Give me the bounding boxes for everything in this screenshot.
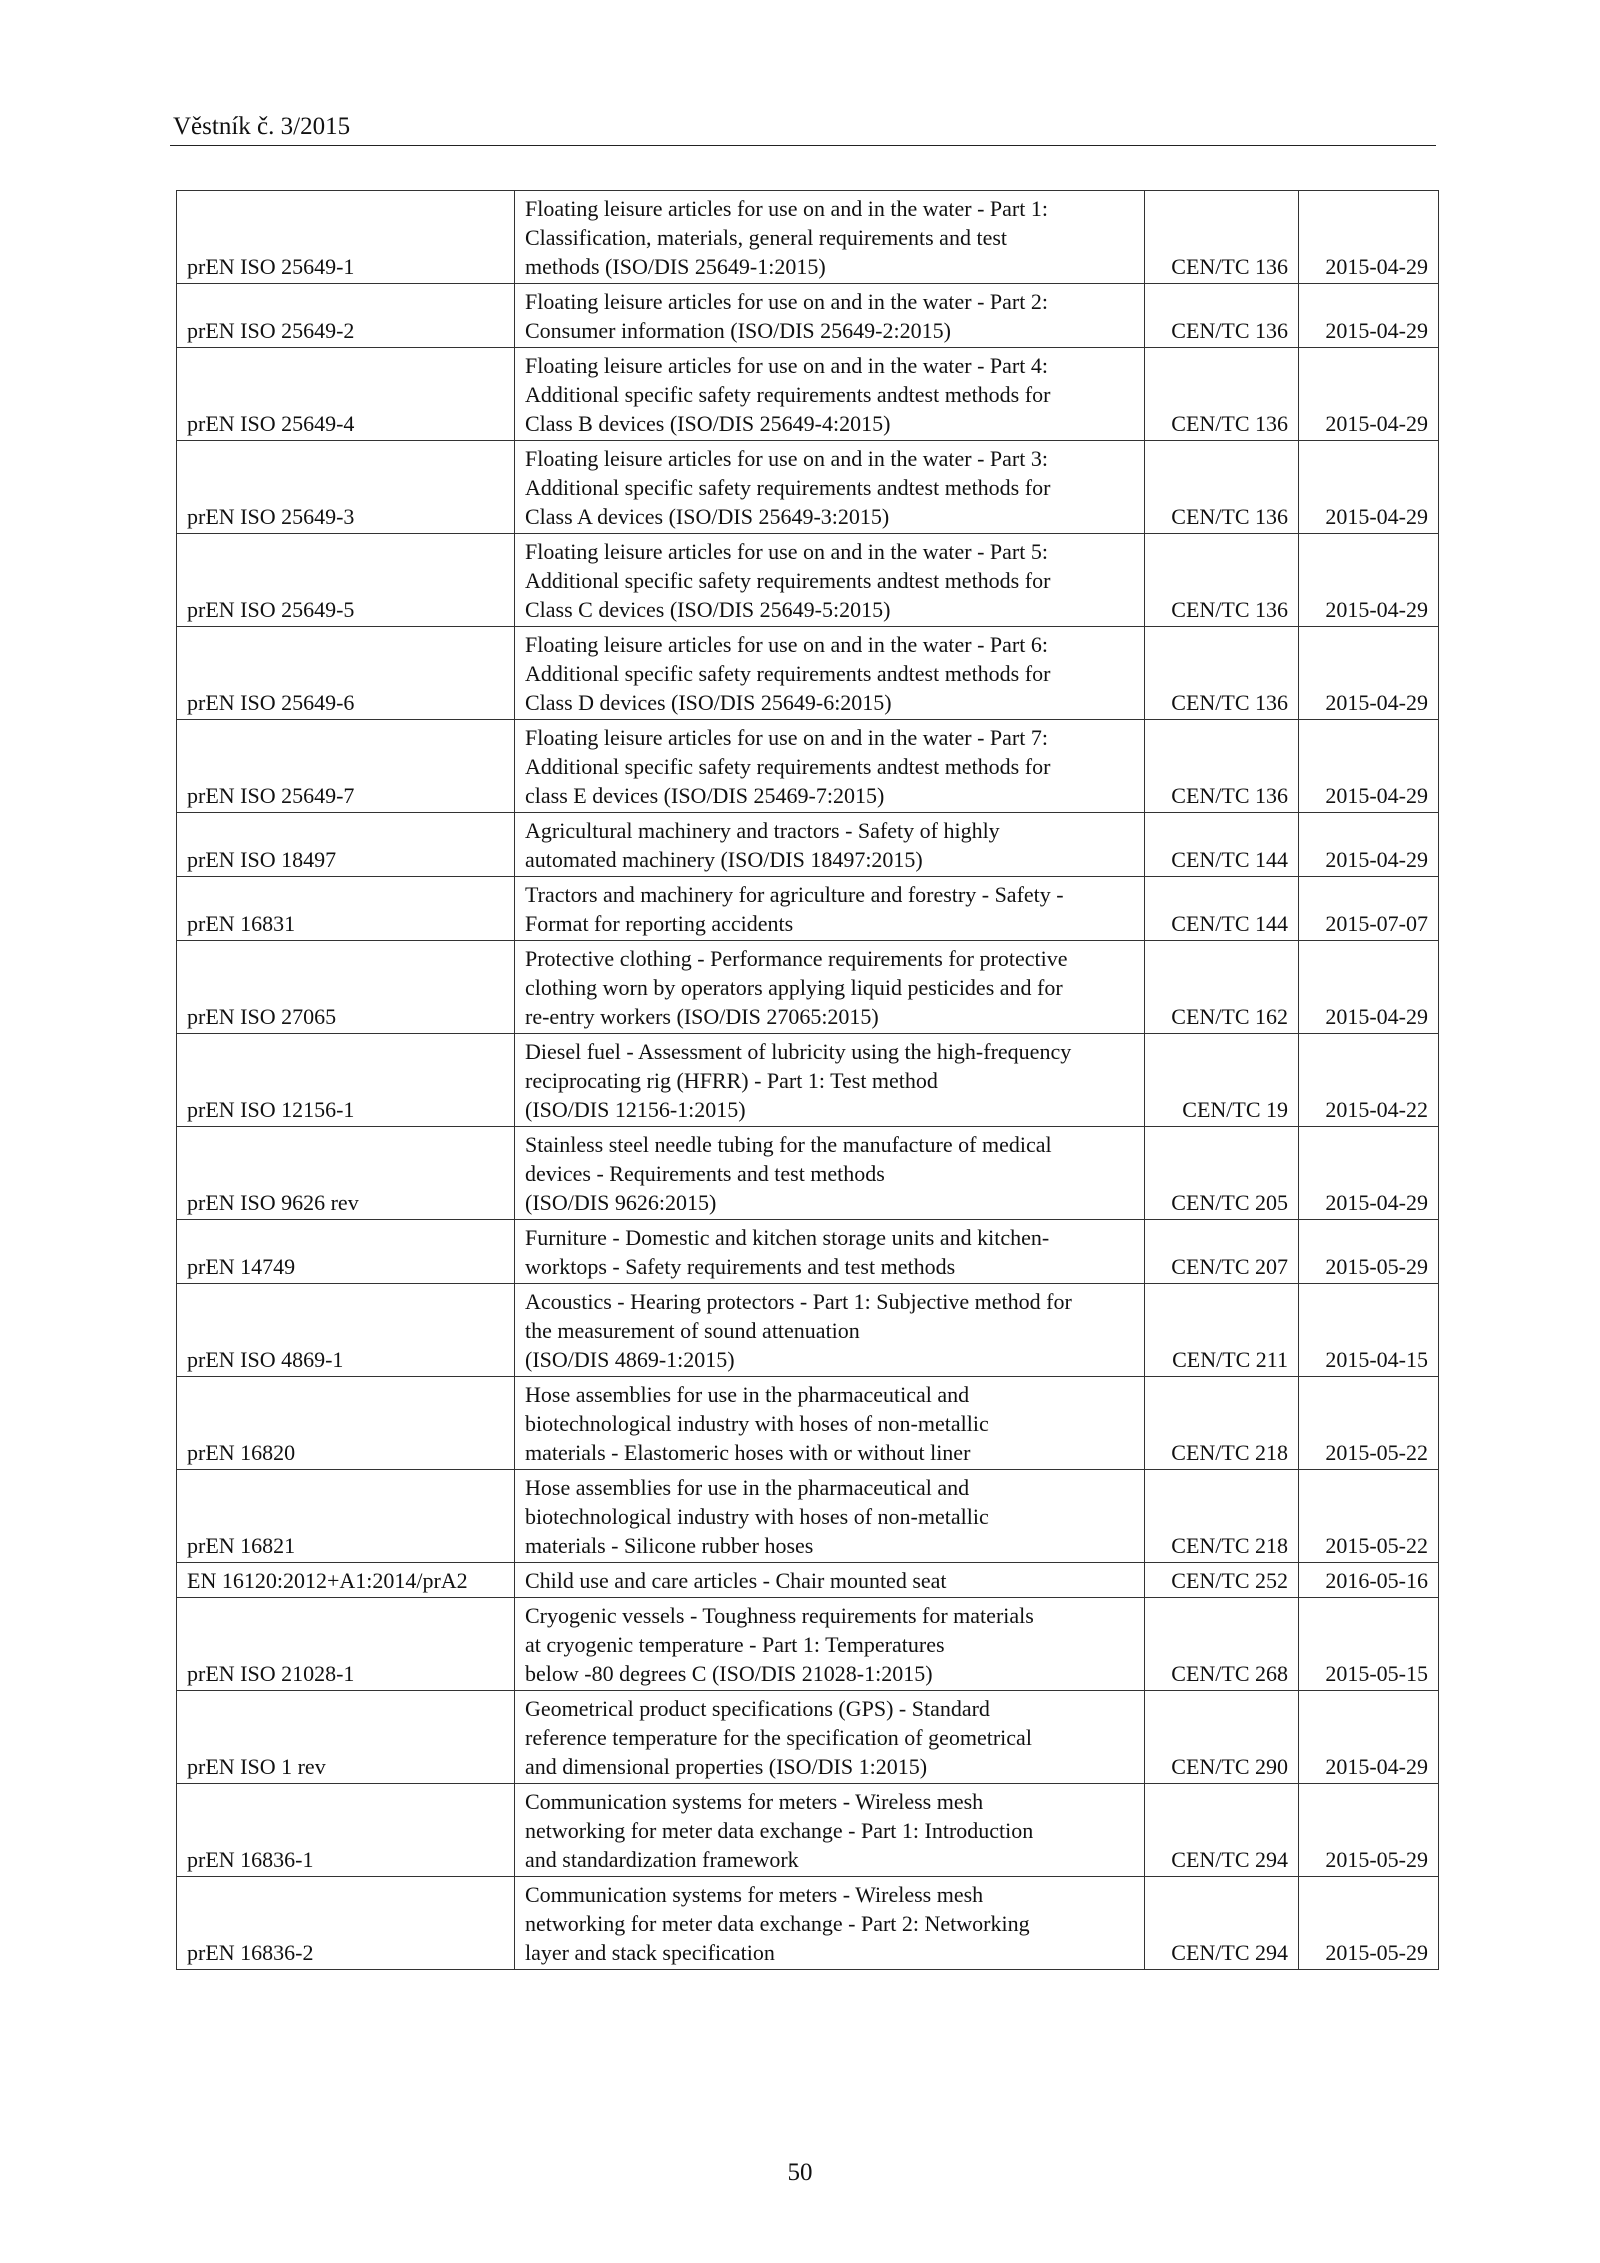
standard-title-cell: Protective clothing - Performance requirements for protective clothing worn by operators applying liquid pesticides and for re-entry workers (ISO/DIS 27065:2015) (515, 941, 1145, 1034)
deadline-date-cell: 2015-04-29 (1299, 941, 1439, 1034)
deadline-date-cell: 2015-05-15 (1299, 1598, 1439, 1691)
standard-code-cell: prEN ISO 25649-5 (177, 534, 515, 627)
standard-code-cell: prEN 16821 (177, 1470, 515, 1563)
journal-title: Věstník č. 3/2015 (173, 113, 351, 140)
deadline-date-cell: 2015-05-22 (1299, 1470, 1439, 1563)
table-row (177, 720, 1439, 813)
standard-title-cell: Cryogenic vessels - Toughness requirements for materials at cryogenic temperature - Part 1: Temperatures below -80 degrees C (ISO/DIS 21028-1:2015) (515, 1598, 1145, 1691)
standard-title-cell: Geometrical product specifications (GPS) - Standard reference temperature for the specification of geometrical and dimensional properties (ISO/DIS 1:2015) (515, 1691, 1145, 1784)
standard-title-cell: Diesel fuel - Assessment of lubricity using the high-frequency reciprocating rig (HFRR) - Part 1: Test method (ISO/DIS 12156-1:2015) (515, 1034, 1145, 1127)
technical-committee-cell: CEN/TC 136 (1145, 348, 1299, 441)
deadline-date-cell: 2015-05-29 (1299, 1877, 1439, 1970)
table-row (177, 1127, 1439, 1220)
standard-title-cell: Tractors and machinery for agriculture and forestry - Safety - Format for reporting accidents (515, 877, 1145, 941)
deadline-date-cell: 2015-07-07 (1299, 877, 1439, 941)
table-row (177, 1563, 1439, 1598)
deadline-date-cell: 2015-05-22 (1299, 1377, 1439, 1470)
standard-code-cell: prEN 16820 (177, 1377, 515, 1470)
table-row (177, 348, 1439, 441)
standard-title-cell: Floating leisure articles for use on and in the water - Part 1: Classification, materials, general requirements and test methods (ISO/DIS 25649-1:2015) (515, 191, 1145, 284)
page-header (170, 112, 1436, 146)
table-row (177, 191, 1439, 284)
technical-committee-cell: CEN/TC 144 (1145, 813, 1299, 877)
page-number: 50 (787, 2159, 813, 2186)
standard-code-cell: EN 16120:2012+A1:2014/prA2 (177, 1563, 515, 1598)
technical-committee-cell: CEN/TC 136 (1145, 534, 1299, 627)
standard-code-cell: prEN ISO 4869-1 (177, 1284, 515, 1377)
standard-code-cell: prEN ISO 25649-4 (177, 348, 515, 441)
standard-title-cell: Agricultural machinery and tractors - Safety of highly automated machinery (ISO/DIS 18497:2015) (515, 813, 1145, 877)
standard-title-cell: Acoustics - Hearing protectors - Part 1: Subjective method for the measurement of sound attenuation (ISO/DIS 4869-1:2015) (515, 1284, 1145, 1377)
table-row (177, 1784, 1439, 1877)
deadline-date-cell: 2015-04-22 (1299, 1034, 1439, 1127)
deadline-date-cell: 2015-04-29 (1299, 284, 1439, 348)
technical-committee-cell: CEN/TC 136 (1145, 191, 1299, 284)
table-row (177, 1284, 1439, 1377)
table-row (177, 534, 1439, 627)
table-row (177, 1598, 1439, 1691)
deadline-date-cell: 2015-04-29 (1299, 441, 1439, 534)
standard-title-cell: Child use and care articles - Chair mounted seat (515, 1563, 1145, 1598)
table-row (177, 1470, 1439, 1563)
technical-committee-cell: CEN/TC 136 (1145, 627, 1299, 720)
table-row (177, 1220, 1439, 1284)
technical-committee-cell: CEN/TC 136 (1145, 720, 1299, 813)
technical-committee-cell: CEN/TC 144 (1145, 877, 1299, 941)
standard-code-cell: prEN 16836-2 (177, 1877, 515, 1970)
standard-title-cell: Hose assemblies for use in the pharmaceutical and biotechnological industry with hoses of non-metallic materials - Silicone rubber hoses (515, 1470, 1145, 1563)
standard-title-cell: Floating leisure articles for use on and in the water - Part 4: Additional specific safety requirements andtest methods for Class B devices (ISO/DIS 25649-4:2015) (515, 348, 1145, 441)
standard-code-cell: prEN ISO 25649-1 (177, 191, 515, 284)
deadline-date-cell: 2015-05-29 (1299, 1784, 1439, 1877)
standard-title-cell: Floating leisure articles for use on and in the water - Part 5: Additional specific safety requirements andtest methods for Class C devices (ISO/DIS 25649-5:2015) (515, 534, 1145, 627)
table-row (177, 1877, 1439, 1970)
table-row (177, 441, 1439, 534)
standard-title-cell: Communication systems for meters - Wireless mesh networking for meter data exchange - Part 2: Networking layer and stack specification (515, 1877, 1145, 1970)
deadline-date-cell: 2015-04-29 (1299, 348, 1439, 441)
standard-code-cell: prEN ISO 25649-7 (177, 720, 515, 813)
standards-table-body (177, 191, 1439, 1970)
table-row (177, 284, 1439, 348)
deadline-date-cell: 2015-04-29 (1299, 191, 1439, 284)
deadline-date-cell: 2015-04-15 (1299, 1284, 1439, 1377)
technical-committee-cell: CEN/TC 252 (1145, 1563, 1299, 1598)
standard-code-cell: prEN 14749 (177, 1220, 515, 1284)
deadline-date-cell: 2016-05-16 (1299, 1563, 1439, 1598)
table-row (177, 627, 1439, 720)
technical-committee-cell: CEN/TC 218 (1145, 1470, 1299, 1563)
deadline-date-cell: 2015-04-29 (1299, 720, 1439, 813)
standard-title-cell: Stainless steel needle tubing for the manufacture of medical devices - Requirements and test methods (ISO/DIS 9626:2015) (515, 1127, 1145, 1220)
standard-title-cell: Floating leisure articles for use on and in the water - Part 3: Additional specific safety requirements andtest methods for Class A devices (ISO/DIS 25649-3:2015) (515, 441, 1145, 534)
technical-committee-cell: CEN/TC 162 (1145, 941, 1299, 1034)
technical-committee-cell: CEN/TC 205 (1145, 1127, 1299, 1220)
standard-code-cell: prEN ISO 25649-2 (177, 284, 515, 348)
standards-table (176, 190, 1439, 1970)
standard-code-cell: prEN ISO 9626 rev (177, 1127, 515, 1220)
standard-title-cell: Furniture - Domestic and kitchen storage units and kitchen- worktops - Safety requirements and test methods (515, 1220, 1145, 1284)
table-row (177, 813, 1439, 877)
technical-committee-cell: CEN/TC 294 (1145, 1877, 1299, 1970)
technical-committee-cell: CEN/TC 19 (1145, 1034, 1299, 1127)
standard-title-cell: Floating leisure articles for use on and in the water - Part 7: Additional specific safety requirements andtest methods for class E devices (ISO/DIS 25469-7:2015) (515, 720, 1145, 813)
technical-committee-cell: CEN/TC 136 (1145, 284, 1299, 348)
technical-committee-cell: CEN/TC 218 (1145, 1377, 1299, 1470)
technical-committee-cell: CEN/TC 268 (1145, 1598, 1299, 1691)
technical-committee-cell: CEN/TC 211 (1145, 1284, 1299, 1377)
technical-committee-cell: CEN/TC 294 (1145, 1784, 1299, 1877)
deadline-date-cell: 2015-04-29 (1299, 627, 1439, 720)
deadline-date-cell: 2015-04-29 (1299, 1691, 1439, 1784)
table-row (177, 1377, 1439, 1470)
deadline-date-cell: 2015-04-29 (1299, 534, 1439, 627)
deadline-date-cell: 2015-05-29 (1299, 1220, 1439, 1284)
standard-code-cell: prEN ISO 1 rev (177, 1691, 515, 1784)
table-row (177, 941, 1439, 1034)
technical-committee-cell: CEN/TC 290 (1145, 1691, 1299, 1784)
table-row (177, 1034, 1439, 1127)
standard-code-cell: prEN ISO 25649-3 (177, 441, 515, 534)
standard-code-cell: prEN ISO 27065 (177, 941, 515, 1034)
standard-title-cell: Communication systems for meters - Wireless mesh networking for meter data exchange - Part 1: Introduction and standardization framework (515, 1784, 1145, 1877)
standard-code-cell: prEN ISO 25649-6 (177, 627, 515, 720)
standard-title-cell: Floating leisure articles for use on and in the water - Part 6: Additional specific safety requirements andtest methods for Class D devices (ISO/DIS 25649-6:2015) (515, 627, 1145, 720)
standard-code-cell: prEN ISO 12156-1 (177, 1034, 515, 1127)
deadline-date-cell: 2015-04-29 (1299, 1127, 1439, 1220)
technical-committee-cell: CEN/TC 207 (1145, 1220, 1299, 1284)
standard-code-cell: prEN ISO 21028-1 (177, 1598, 515, 1691)
deadline-date-cell: 2015-04-29 (1299, 813, 1439, 877)
table-row (177, 1691, 1439, 1784)
standard-code-cell: prEN 16831 (177, 877, 515, 941)
standard-code-cell: prEN ISO 18497 (177, 813, 515, 877)
standard-title-cell: Floating leisure articles for use on and in the water - Part 2: Consumer information (ISO/DIS 25649-2:2015) (515, 284, 1145, 348)
technical-committee-cell: CEN/TC 136 (1145, 441, 1299, 534)
standard-title-cell: Hose assemblies for use in the pharmaceutical and biotechnological industry with hoses of non-metallic materials - Elastomeric hoses with or without liner (515, 1377, 1145, 1470)
table-row (177, 877, 1439, 941)
standard-code-cell: prEN 16836-1 (177, 1784, 515, 1877)
